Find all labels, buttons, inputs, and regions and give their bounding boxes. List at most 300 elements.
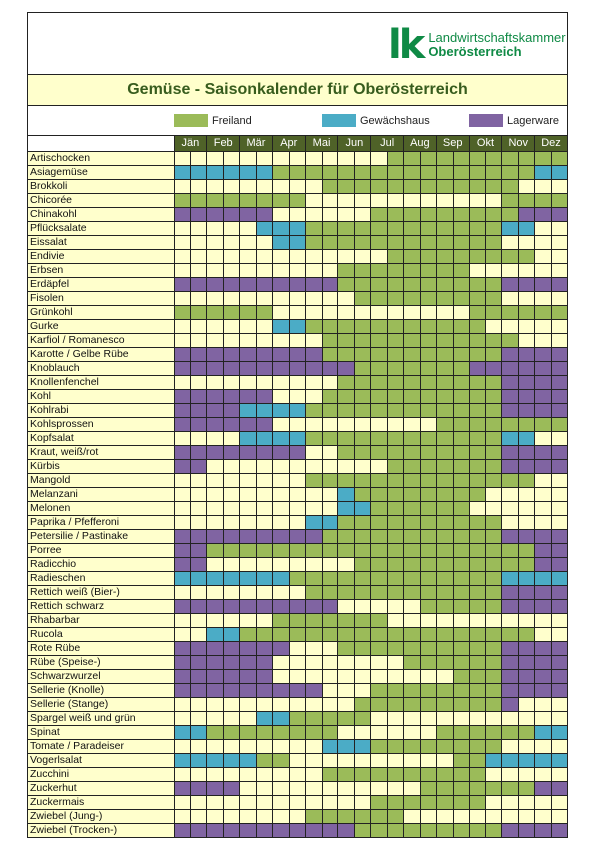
month-cell xyxy=(403,586,436,599)
half-month-cell xyxy=(256,586,272,599)
half-month-cell xyxy=(420,166,436,179)
month-cell xyxy=(337,768,370,781)
half-month-cell xyxy=(485,544,501,557)
half-month-cell xyxy=(273,390,289,403)
half-month-cell xyxy=(551,166,567,179)
month-cell xyxy=(272,614,305,627)
half-month-cell xyxy=(453,208,469,221)
half-month-cell xyxy=(354,824,370,837)
half-month-cell xyxy=(223,418,239,431)
month-cell xyxy=(272,768,305,781)
half-month-cell xyxy=(256,656,272,669)
half-month-cell xyxy=(518,768,534,781)
half-month-cell xyxy=(190,250,206,263)
half-month-cell xyxy=(256,502,272,515)
month-cell xyxy=(272,740,305,753)
month-cell xyxy=(239,208,272,221)
month-cell xyxy=(534,614,567,627)
half-month-cell xyxy=(175,670,191,683)
half-month-cell xyxy=(289,152,305,165)
half-month-cell xyxy=(322,698,338,711)
half-month-cell xyxy=(502,194,518,207)
half-month-cell xyxy=(485,796,501,809)
month-cell xyxy=(501,320,534,333)
half-month-cell xyxy=(175,278,191,291)
half-month-cell xyxy=(470,796,486,809)
half-month-cell xyxy=(289,194,305,207)
half-month-cell xyxy=(420,488,436,501)
month-cell xyxy=(337,712,370,725)
month-cell xyxy=(174,306,207,319)
half-month-cell xyxy=(175,404,191,417)
half-month-cell xyxy=(404,460,420,473)
half-month-cell xyxy=(354,712,370,725)
month-cell xyxy=(403,656,436,669)
half-month-cell xyxy=(387,544,403,557)
half-month-cell xyxy=(502,334,518,347)
month-cell xyxy=(206,194,239,207)
half-month-cell xyxy=(437,404,453,417)
half-month-cell xyxy=(175,530,191,543)
month-cell xyxy=(239,166,272,179)
half-month-cell xyxy=(240,642,256,655)
half-month-cell xyxy=(322,152,338,165)
month-cell xyxy=(469,404,502,417)
month-cell xyxy=(174,376,207,389)
month-cell xyxy=(337,698,370,711)
half-month-cell xyxy=(190,488,206,501)
half-month-cell xyxy=(338,544,354,557)
half-month-cell xyxy=(240,166,256,179)
half-month-cell xyxy=(306,656,322,669)
month-cell xyxy=(174,390,207,403)
half-month-cell xyxy=(437,362,453,375)
half-month-cell xyxy=(404,334,420,347)
month-cell xyxy=(501,768,534,781)
month-cell xyxy=(469,180,502,193)
month-cell xyxy=(272,194,305,207)
half-month-cell xyxy=(420,460,436,473)
table-row xyxy=(28,529,567,543)
half-month-cell xyxy=(354,544,370,557)
month-cell xyxy=(272,460,305,473)
half-month-cell xyxy=(306,558,322,571)
month-cell xyxy=(337,586,370,599)
half-month-cell xyxy=(551,222,567,235)
half-month-cell xyxy=(338,516,354,529)
half-month-cell xyxy=(518,516,534,529)
half-month-cell xyxy=(485,488,501,501)
half-month-cell xyxy=(322,796,338,809)
month-cell xyxy=(272,656,305,669)
vegetable-name: Zwiebel (Trocken-) xyxy=(28,824,174,837)
month-cell xyxy=(206,152,239,165)
half-month-cell xyxy=(306,194,322,207)
half-month-cell xyxy=(306,502,322,515)
half-month-cell xyxy=(518,208,534,221)
month-cell xyxy=(272,264,305,277)
vegetable-name: Porree xyxy=(28,544,174,557)
month-cell xyxy=(305,418,338,431)
half-month-cell xyxy=(256,194,272,207)
half-month-cell xyxy=(175,194,191,207)
half-month-cell xyxy=(175,180,191,193)
half-month-cell xyxy=(551,320,567,333)
half-month-cell xyxy=(223,754,239,767)
half-month-cell xyxy=(256,376,272,389)
month-cell xyxy=(469,712,502,725)
table-row xyxy=(28,585,567,599)
month-cell xyxy=(534,362,567,375)
month-cell xyxy=(206,362,239,375)
month-cell xyxy=(469,194,502,207)
vegetable-name: Melanzani xyxy=(28,488,174,501)
half-month-cell xyxy=(502,670,518,683)
half-month-cell xyxy=(453,152,469,165)
month-cell xyxy=(370,824,403,837)
month-cell xyxy=(370,740,403,753)
half-month-cell xyxy=(437,712,453,725)
title-row xyxy=(28,75,567,106)
half-month-cell xyxy=(240,334,256,347)
month-cell xyxy=(469,320,502,333)
half-month-cell xyxy=(190,264,206,277)
half-month-cell xyxy=(387,656,403,669)
half-month-cell xyxy=(551,250,567,263)
month-cell xyxy=(501,390,534,403)
vegetable-name: Rhabarbar xyxy=(28,614,174,627)
half-month-cell xyxy=(207,754,223,767)
month-cell xyxy=(469,516,502,529)
half-month-cell xyxy=(240,292,256,305)
half-month-cell xyxy=(470,278,486,291)
vegetable-name: Kraut, weiß/rot xyxy=(28,446,174,459)
half-month-cell xyxy=(371,306,387,319)
half-month-cell xyxy=(175,544,191,557)
month-cell xyxy=(206,320,239,333)
month-cell xyxy=(272,782,305,795)
half-month-cell xyxy=(371,208,387,221)
half-month-cell xyxy=(371,432,387,445)
half-month-cell xyxy=(551,572,567,585)
half-month-cell xyxy=(223,488,239,501)
month-cell xyxy=(501,754,534,767)
half-month-cell xyxy=(535,152,551,165)
half-month-cell xyxy=(175,572,191,585)
half-month-cell xyxy=(207,712,223,725)
half-month-cell xyxy=(223,460,239,473)
half-month-cell xyxy=(223,376,239,389)
half-month-cell xyxy=(502,376,518,389)
half-month-cell xyxy=(551,824,567,837)
half-month-cell xyxy=(470,292,486,305)
table-row xyxy=(28,571,567,585)
half-month-cell xyxy=(387,614,403,627)
half-month-cell xyxy=(240,404,256,417)
half-month-cell xyxy=(338,474,354,487)
month-cell xyxy=(239,292,272,305)
half-month-cell xyxy=(273,404,289,417)
half-month-cell xyxy=(502,180,518,193)
half-month-cell xyxy=(371,768,387,781)
half-month-cell xyxy=(289,642,305,655)
half-month-cell xyxy=(387,292,403,305)
month-cell xyxy=(206,404,239,417)
vegetable-name: Kohlsprossen xyxy=(28,418,174,431)
half-month-cell xyxy=(518,684,534,697)
half-month-cell xyxy=(273,516,289,529)
month-cell xyxy=(337,628,370,641)
month-cell xyxy=(436,824,469,837)
half-month-cell xyxy=(518,418,534,431)
half-month-cell xyxy=(502,544,518,557)
month-cell xyxy=(469,152,502,165)
half-month-cell xyxy=(354,516,370,529)
month-cell xyxy=(469,684,502,697)
table-row xyxy=(28,669,567,683)
table-row xyxy=(28,417,567,431)
half-month-cell xyxy=(387,754,403,767)
vegetable-name: Melonen xyxy=(28,502,174,515)
month-cell xyxy=(436,684,469,697)
month-cell xyxy=(501,810,534,823)
half-month-cell xyxy=(273,334,289,347)
half-month-cell xyxy=(453,586,469,599)
month-cell xyxy=(174,754,207,767)
half-month-cell xyxy=(354,320,370,333)
half-month-cell xyxy=(551,698,567,711)
half-month-cell xyxy=(354,250,370,263)
month-cell xyxy=(534,628,567,641)
half-month-cell xyxy=(502,642,518,655)
half-month-cell xyxy=(453,502,469,515)
half-month-cell xyxy=(502,796,518,809)
half-month-cell xyxy=(453,600,469,613)
month-cell xyxy=(501,474,534,487)
half-month-cell xyxy=(207,418,223,431)
month-cell xyxy=(337,670,370,683)
month-cell xyxy=(206,670,239,683)
month-cell xyxy=(272,516,305,529)
half-month-cell xyxy=(551,236,567,249)
half-month-cell xyxy=(485,180,501,193)
month-cell xyxy=(501,194,534,207)
half-month-cell xyxy=(338,614,354,627)
half-month-cell xyxy=(289,180,305,193)
half-month-cell xyxy=(485,166,501,179)
half-month-cell xyxy=(551,558,567,571)
month-cell xyxy=(239,670,272,683)
half-month-cell xyxy=(535,446,551,459)
half-month-cell xyxy=(273,236,289,249)
half-month-cell xyxy=(223,236,239,249)
half-month-cell xyxy=(404,600,420,613)
half-month-cell xyxy=(485,418,501,431)
half-month-cell xyxy=(470,824,486,837)
month-cell xyxy=(206,390,239,403)
vegetable-name: Tomate / Paradeiser xyxy=(28,740,174,753)
month-cell xyxy=(305,754,338,767)
half-month-cell xyxy=(470,614,486,627)
half-month-cell xyxy=(518,362,534,375)
half-month-cell xyxy=(420,796,436,809)
half-month-cell xyxy=(175,222,191,235)
half-month-cell xyxy=(240,222,256,235)
month-cell xyxy=(501,558,534,571)
half-month-cell xyxy=(322,376,338,389)
half-month-cell xyxy=(322,278,338,291)
half-month-cell xyxy=(322,628,338,641)
half-month-cell xyxy=(306,278,322,291)
half-month-cell xyxy=(453,796,469,809)
month-cell xyxy=(174,824,207,837)
half-month-cell xyxy=(551,684,567,697)
half-month-cell xyxy=(322,334,338,347)
half-month-cell xyxy=(223,810,239,823)
month-cell xyxy=(534,586,567,599)
half-month-cell xyxy=(387,166,403,179)
half-month-cell xyxy=(420,306,436,319)
month-header-0: Jän xyxy=(174,136,207,151)
half-month-cell xyxy=(437,348,453,361)
month-cell xyxy=(370,376,403,389)
half-month-cell xyxy=(387,152,403,165)
half-month-cell xyxy=(306,642,322,655)
half-month-cell xyxy=(175,698,191,711)
month-cell xyxy=(501,250,534,263)
half-month-cell xyxy=(256,264,272,277)
half-month-cell xyxy=(453,320,469,333)
half-month-cell xyxy=(535,684,551,697)
half-month-cell xyxy=(437,264,453,277)
half-month-cell xyxy=(535,334,551,347)
half-month-cell xyxy=(387,446,403,459)
half-month-cell xyxy=(306,614,322,627)
half-month-cell xyxy=(518,530,534,543)
half-month-cell xyxy=(502,446,518,459)
month-cell xyxy=(534,782,567,795)
month-cell xyxy=(469,544,502,557)
half-month-cell xyxy=(223,320,239,333)
month-cell xyxy=(370,194,403,207)
half-month-cell xyxy=(207,278,223,291)
half-month-cell xyxy=(535,278,551,291)
half-month-cell xyxy=(223,572,239,585)
half-month-cell xyxy=(470,782,486,795)
month-cell xyxy=(436,278,469,291)
half-month-cell xyxy=(175,642,191,655)
half-month-cell xyxy=(551,530,567,543)
half-month-cell xyxy=(535,320,551,333)
half-month-cell xyxy=(256,166,272,179)
half-month-cell xyxy=(289,726,305,739)
half-month-cell xyxy=(289,824,305,837)
vegetable-name: Brokkoli xyxy=(28,180,174,193)
month-cell xyxy=(469,208,502,221)
half-month-cell xyxy=(175,348,191,361)
half-month-cell xyxy=(404,250,420,263)
half-month-cell xyxy=(207,544,223,557)
month-cell xyxy=(403,432,436,445)
half-month-cell xyxy=(256,684,272,697)
half-month-cell xyxy=(306,516,322,529)
month-cell xyxy=(337,208,370,221)
table-row xyxy=(28,277,567,291)
half-month-cell xyxy=(485,474,501,487)
month-cell xyxy=(370,670,403,683)
half-month-cell xyxy=(240,390,256,403)
half-month-cell xyxy=(256,208,272,221)
month-cell xyxy=(239,348,272,361)
brand-mark: lk xyxy=(388,22,423,68)
half-month-cell xyxy=(470,334,486,347)
half-month-cell xyxy=(256,278,272,291)
half-month-cell xyxy=(371,586,387,599)
half-month-cell xyxy=(322,516,338,529)
month-cell xyxy=(272,446,305,459)
half-month-cell xyxy=(485,152,501,165)
half-month-cell xyxy=(354,222,370,235)
half-month-cell xyxy=(207,726,223,739)
half-month-cell xyxy=(322,236,338,249)
table-row xyxy=(28,753,567,767)
half-month-cell xyxy=(190,726,206,739)
month-cell xyxy=(174,614,207,627)
half-month-cell xyxy=(273,362,289,375)
half-month-cell xyxy=(223,334,239,347)
half-month-cell xyxy=(420,740,436,753)
half-month-cell xyxy=(485,334,501,347)
half-month-cell xyxy=(404,404,420,417)
half-month-cell xyxy=(175,292,191,305)
half-month-cell xyxy=(535,418,551,431)
month-cell xyxy=(239,796,272,809)
half-month-cell xyxy=(273,768,289,781)
half-month-cell xyxy=(470,180,486,193)
half-month-cell xyxy=(175,166,191,179)
half-month-cell xyxy=(207,334,223,347)
month-cell xyxy=(239,194,272,207)
month-cell xyxy=(403,614,436,627)
month-cell xyxy=(174,278,207,291)
month-cell xyxy=(337,544,370,557)
half-month-cell xyxy=(387,586,403,599)
month-cell xyxy=(272,236,305,249)
half-month-cell xyxy=(387,600,403,613)
month-cell xyxy=(436,754,469,767)
half-month-cell xyxy=(420,754,436,767)
month-cell xyxy=(436,474,469,487)
legend-label-freiland: Freiland xyxy=(212,114,252,127)
half-month-cell xyxy=(256,390,272,403)
half-month-cell xyxy=(354,446,370,459)
half-month-cell xyxy=(371,334,387,347)
half-month-cell xyxy=(175,418,191,431)
half-month-cell xyxy=(190,614,206,627)
half-month-cell xyxy=(338,348,354,361)
month-cell xyxy=(501,726,534,739)
month-cell xyxy=(370,292,403,305)
table-row xyxy=(28,179,567,193)
month-cell xyxy=(501,614,534,627)
half-month-cell xyxy=(404,390,420,403)
month-cell xyxy=(370,530,403,543)
month-cell xyxy=(403,642,436,655)
half-month-cell xyxy=(371,474,387,487)
half-month-cell xyxy=(338,362,354,375)
month-cell xyxy=(305,390,338,403)
month-cell xyxy=(206,460,239,473)
